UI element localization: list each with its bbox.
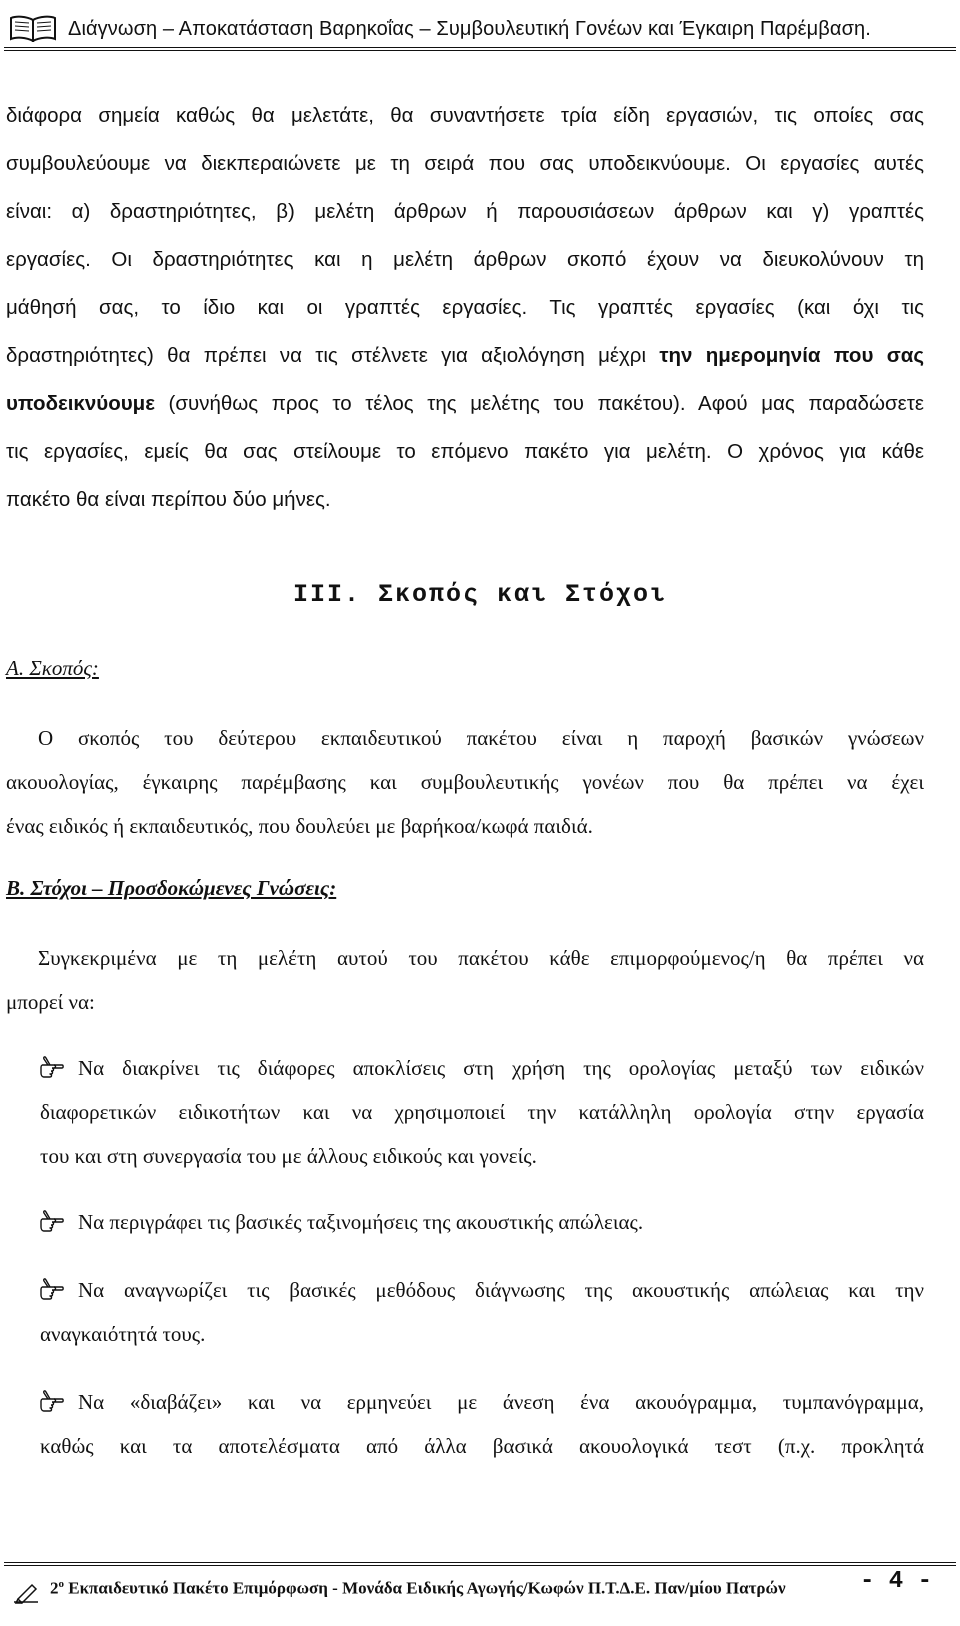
- text-line: μπορεί να:: [6, 990, 95, 1014]
- text-line: αναγκαιότητά τους.: [40, 1322, 206, 1346]
- text-line: μάθησή σας, το ίδιο και οι γραπτές εργασίες. Τις γραπτές εργασίες (και όχι τις: [6, 296, 924, 319]
- open-book-icon: [8, 14, 58, 42]
- text-line: ένας ειδικός ή εκπαιδευτικός, που δουλεύει με βαρήκοα/κωφά παιδιά.: [6, 814, 593, 838]
- deadline-emphasis: την ημερομηνία που σας: [659, 344, 924, 367]
- section-heading: ΙΙΙ. Σκοπός και Στόχοι: [292, 580, 668, 609]
- text-line: ακουολογίας, έγκαιρης παρέμβασης και συμβουλευτικής γονέων που θα πρέπει να έχει: [6, 770, 924, 794]
- pointing-hand-icon: [40, 1278, 64, 1300]
- text-run: (συνήθως προς το τέλος της μελέτης του πακέτου). Αφού μας παραδώσετε: [154, 392, 924, 415]
- page-header: [4, 10, 956, 48]
- text-line: Ο σκοπός του δεύτερου εκπαιδευτικού πακέτου είναι η παροχή βασικών γνώσεων: [38, 726, 924, 750]
- text-line: είναι: α) δραστηριότητες, β) μελέτη άρθρων ή παρουσιάσεων άρθρων και γ) γραπτές: [6, 200, 924, 223]
- footer-text: [50, 1578, 786, 1599]
- goal-bullet: [40, 1046, 924, 1178]
- text-line: συμβουλεύουμε να διεκπεραιώνετε με τη σειρά που σας υποδεικνύουμε. Οι εργασίες αυτές: [6, 152, 924, 175]
- text-line: εργασίες. Οι δραστηριότητες και η μελέτη άρθρων σκοπό έχουν να διευκολύνουν τη: [6, 248, 924, 271]
- page-number: - 4 -: [859, 1568, 932, 1595]
- text-run: δραστηριότητες) θα πρέπει να τις στέλνετε για αξιολόγηση μέχρι: [6, 344, 660, 367]
- text-line: [6, 380, 924, 428]
- text-line: τις εργασίες, εμείς θα σας στείλουμε το επόμενο πακέτο για μελέτη. Ο χρόνος για κάθε: [6, 440, 924, 463]
- purpose-heading: Α. Σκοπός:: [6, 656, 99, 680]
- goals-heading: Β. Στόχοι – Προσδοκώμενες Γνώσεις:: [6, 876, 337, 900]
- footer-ordinal: 2: [50, 1578, 59, 1598]
- footer-caption: Εκπαιδευτικό Πακέτο Επιμόρφωση - Μονάδα Ειδικής Αγωγής/Κωφών Π.Τ.Δ.Ε. Παν/μίου Πατρών: [64, 1578, 786, 1598]
- text-line: του και στη συνεργασία του με άλλους ειδικούς και γονείς.: [40, 1144, 537, 1168]
- pointing-hand-icon: [40, 1056, 64, 1078]
- text-line: διάφορα σημεία καθώς θα μελετάτε, θα συναντήσετε τρία είδη εργασιών, τις οποίες σας: [6, 104, 924, 127]
- header-rule: [4, 47, 956, 51]
- pointing-hand-icon: [40, 1390, 64, 1412]
- header-title: Διάγνωση – Αποκατάσταση Βαρηκοΐας – Συμβουλευτική Γονέων και Έγκαιρη Παρέμβαση.: [68, 18, 871, 40]
- deadline-emphasis-end: υποδεικνύουμε: [6, 392, 155, 415]
- goals-intro: [6, 936, 924, 1024]
- goal-bullet: [40, 1200, 924, 1244]
- goal-bullet: [40, 1380, 924, 1468]
- pointing-hand-icon: [40, 1210, 64, 1232]
- intro-paragraph: [6, 92, 924, 524]
- purpose-paragraph: [6, 716, 924, 848]
- text-line: [6, 332, 924, 380]
- text-line: πακέτο θα είναι περίπου δύο μήνες.: [6, 488, 331, 511]
- text-line: διαφορετικών ειδικοτήτων και να χρησιμοποιεί την κατάλληλη ορολογία στην εργασία: [40, 1100, 924, 1124]
- text-line: Να αναγνωρίζει τις βασικές μεθόδους διάγνωσης της ακουστικής απώλειας και την: [78, 1278, 924, 1302]
- text-line: Συγκεκριμένα με τη μελέτη αυτού του πακέτου κάθε επιμορφούμενος/η θα πρέπει να: [38, 946, 924, 970]
- text-line: Να διακρίνει τις διάφορες αποκλίσεις στη χρήση της ορολογίας μεταξύ των ειδικών: [78, 1056, 924, 1080]
- text-line: Να περιγράφει τις βασικές ταξινομήσεις της ακουστικής απώλειας.: [78, 1210, 644, 1234]
- footer-ordinal-suffix: ο: [58, 1578, 64, 1590]
- text-line: καθώς και τα αποτελέσματα από άλλα βασικά ακουολογικά τεστ (π.χ. προκλητά: [40, 1434, 924, 1458]
- pen-writing-icon: [12, 1582, 40, 1604]
- footer-rule: [4, 1562, 956, 1566]
- goal-bullet: [40, 1268, 924, 1356]
- page-footer: [4, 1562, 956, 1622]
- text-line: Να «διαβάζει» και να ερμηνεύει με άνεση ένα ακουόγραμμα, τυμπανόγραμμα,: [78, 1390, 924, 1414]
